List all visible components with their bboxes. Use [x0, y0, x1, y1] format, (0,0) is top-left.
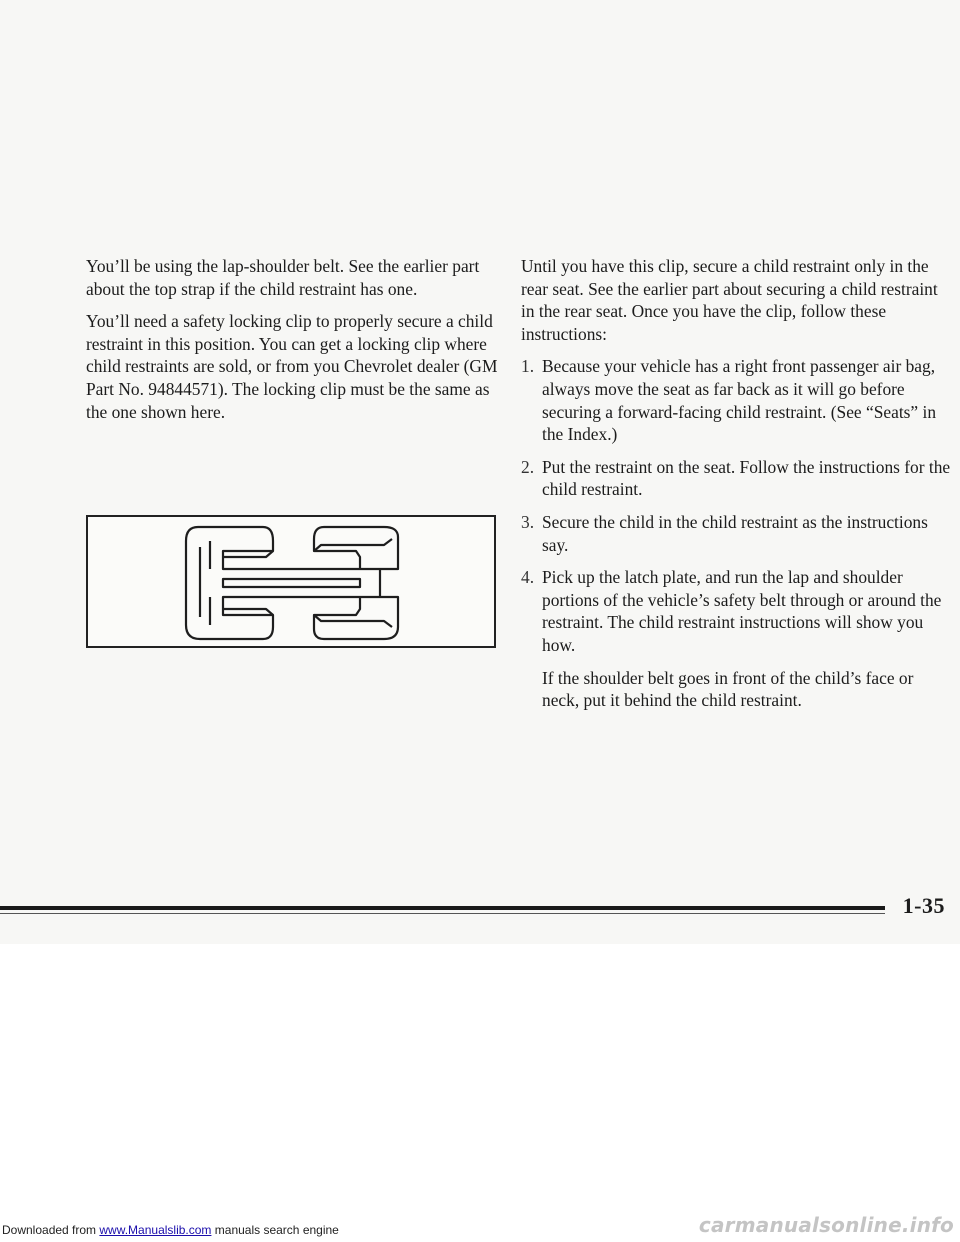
left-column: [86, 255, 506, 433]
locking-clip-illustration: [86, 515, 496, 648]
page-number: 1-35: [902, 893, 945, 918]
step-number: 3.: [521, 511, 535, 532]
manualslib-link[interactable]: www.Manualslib.com: [99, 1223, 212, 1237]
step-text: Put the restraint on the seat. Follow the instructions for the child restraint.: [542, 456, 951, 500]
locking-clip-icon: [88, 517, 494, 646]
paragraph-locking-clip: You’ll need a safety locking clip to properly secure a child restraint in this position. You can get a locking clip where child restraints are sold, or from you Chevrolet dealer (GM Part No. 94844571). The locking clip must be the same as the one shown here.: [86, 311, 498, 422]
list-item: [521, 355, 951, 445]
step-number: 1.: [521, 356, 535, 377]
download-footer: [2, 1223, 339, 1237]
footer-rule: [0, 906, 885, 910]
step-text: Because your vehicle has a right front passenger air bag, always move the seat as far back as it will go before securing a forward-facing child restraint. (See “Seats” in the Index.): [542, 356, 937, 445]
right-column: [521, 255, 951, 722]
paragraph-shoulder-belt-note: If the shoulder belt goes in front of the child’s face or neck, put it behind the child restraint.: [542, 667, 914, 711]
step-text: Secure the child in the child restraint as the instructions say.: [542, 511, 928, 555]
list-item: [521, 511, 951, 556]
instruction-steps: [521, 355, 951, 656]
footer-rule-thin: [0, 913, 885, 914]
step-number: 2.: [521, 456, 535, 477]
footer-prefix: Downloaded from: [2, 1223, 100, 1237]
list-item: [521, 566, 951, 656]
list-item: [521, 456, 951, 501]
step-number: 4.: [521, 567, 535, 588]
paragraph-lap-shoulder-belt: You’ll be using the lap-shoulder belt. See the earlier part about the top strap if the child restraint has one.: [86, 256, 480, 299]
paragraph-until-clip: Until you have this clip, secure a child restraint only in the rear seat. See the earlier part about securing a child restraint in the rear seat. Once you have the clip, follow these instructions:: [521, 256, 938, 344]
step-text: Pick up the latch plate, and run the lap and shoulder portions of the vehicle’s safety belt through or around the restraint. The child restraint instructions will show you how.: [542, 567, 942, 655]
watermark: carmanualsonline.info: [698, 1213, 954, 1237]
footer-suffix: manuals search engine: [211, 1223, 339, 1237]
